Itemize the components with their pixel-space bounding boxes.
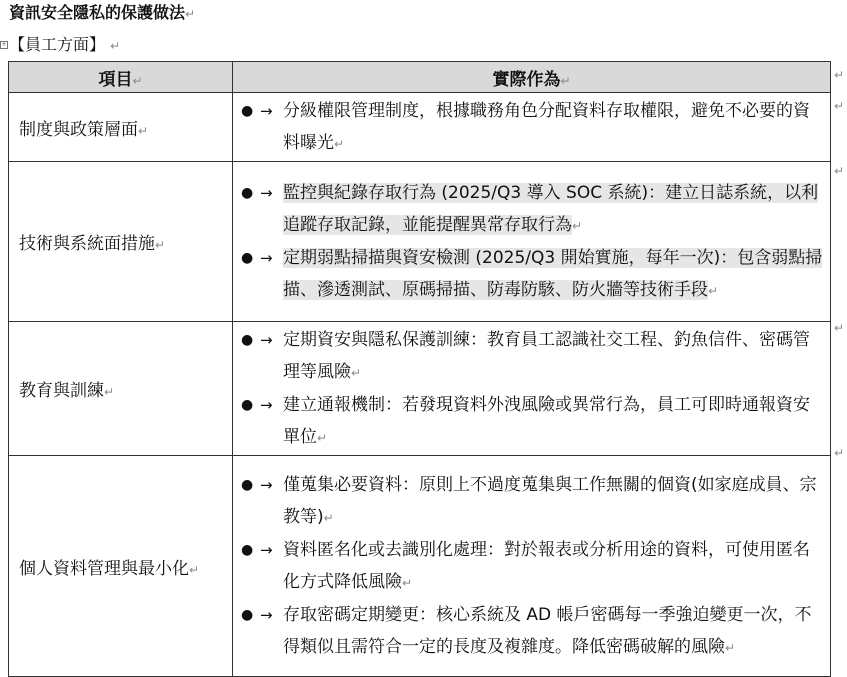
row-actions-cell [233,322,831,456]
row-item-cell: 制度與政策層面↵ [9,93,233,162]
title-text: 資訊安全隱私的保護做法 [9,3,186,22]
list-item: ● → 僅蒐集必要資料：原則上不過度蒐集與工作無關的個資(如家庭成員、宗教等)↵ [241,469,824,534]
bullet-icon: ● [241,542,254,558]
list-item: ● → 建立通報機制：若發現資料外洩風險或異常行為，員工可即時通報資安單位↵ [241,389,824,454]
bullet-icon: ● [241,185,254,201]
row-item-cell: 教育與訓練↵ [9,322,233,456]
list-item: ● → 資料匿名化或去識別化處理：對於報表或分析用途的資料，可使用匿名化方式降低風險↵ [241,534,824,599]
tab-arrow-icon: → [260,102,273,120]
tab-arrow-icon: → [260,606,273,624]
table-row [9,456,831,677]
tab-arrow-icon: → [260,541,273,559]
table-row [9,322,831,456]
bullet-icon: ● [241,103,254,119]
row-end-mark-icon: ↵ [834,99,845,113]
row-end-mark-icon: ↵ [834,446,845,460]
header-item: 項目↵ [9,62,233,93]
tab-arrow-icon: → [260,331,273,349]
row-item-cell: 技術與系統面措施↵ [9,162,233,322]
bullet-icon: ● [241,607,254,623]
row-actions-cell [233,162,831,322]
header-actions: 實際作為↵ [233,62,831,93]
row-end-mark-icon: ↵ [834,164,845,178]
bullet-icon: ● [241,397,254,413]
measures-table [8,61,831,677]
tab-arrow-icon: → [260,396,273,414]
list-item: ● → 監控與紀錄存取行為 (2025/Q3 導入 SOC 系統)：建立日誌系統，以利追蹤存取記錄，並能提醒異常存取行為↵ [241,177,824,242]
table-row [9,162,831,322]
row-end-mark-icon: ↵ [834,321,845,335]
row-actions-cell [233,93,831,162]
header-row [9,62,831,93]
bullet-icon: ● [241,477,254,493]
tab-arrow-icon: → [260,476,273,494]
table-row [9,93,831,162]
row-end-mark-icon: ↵ [834,68,845,82]
tab-arrow-icon: → [260,249,273,267]
section-subtitle [9,34,120,57]
tab-arrow-icon: → [260,184,273,202]
subtitle-text: 【員工方面】 [9,35,106,54]
paragraph-mark-icon: ↵ [185,7,196,21]
row-actions-cell [233,456,831,677]
bullet-icon: ● [241,250,254,266]
bullet-icon: ● [241,332,254,348]
table-anchor-icon[interactable]: + [1,41,7,48]
paragraph-mark-icon: ↵ [110,39,121,53]
list-item: ● → 存取密碼定期變更：核心系統及 AD 帳戶密碼每一季強迫變更一次，不得類似且需符合一定的長度及複雜度。降低密碼破解的風險↵ [241,599,824,664]
document-title [9,2,195,25]
row-item-cell: 個人資料管理與最小化↵ [9,456,233,677]
list-item: ● → 定期弱點掃描與資安檢測 (2025/Q3 開始實施，每年一次)：包含弱點掃描、滲透測試、原碼掃描、防毒防駭、防火牆等技術手段↵ [241,242,824,307]
list-item: ● → 分級權限管理制度，根據職務角色分配資料存取權限，避免不必要的資料曝光↵ [241,95,824,160]
list-item: ● → 定期資安與隱私保護訓練：教育員工認識社交工程、釣魚信件、密碼管理等風險↵ [241,324,824,389]
